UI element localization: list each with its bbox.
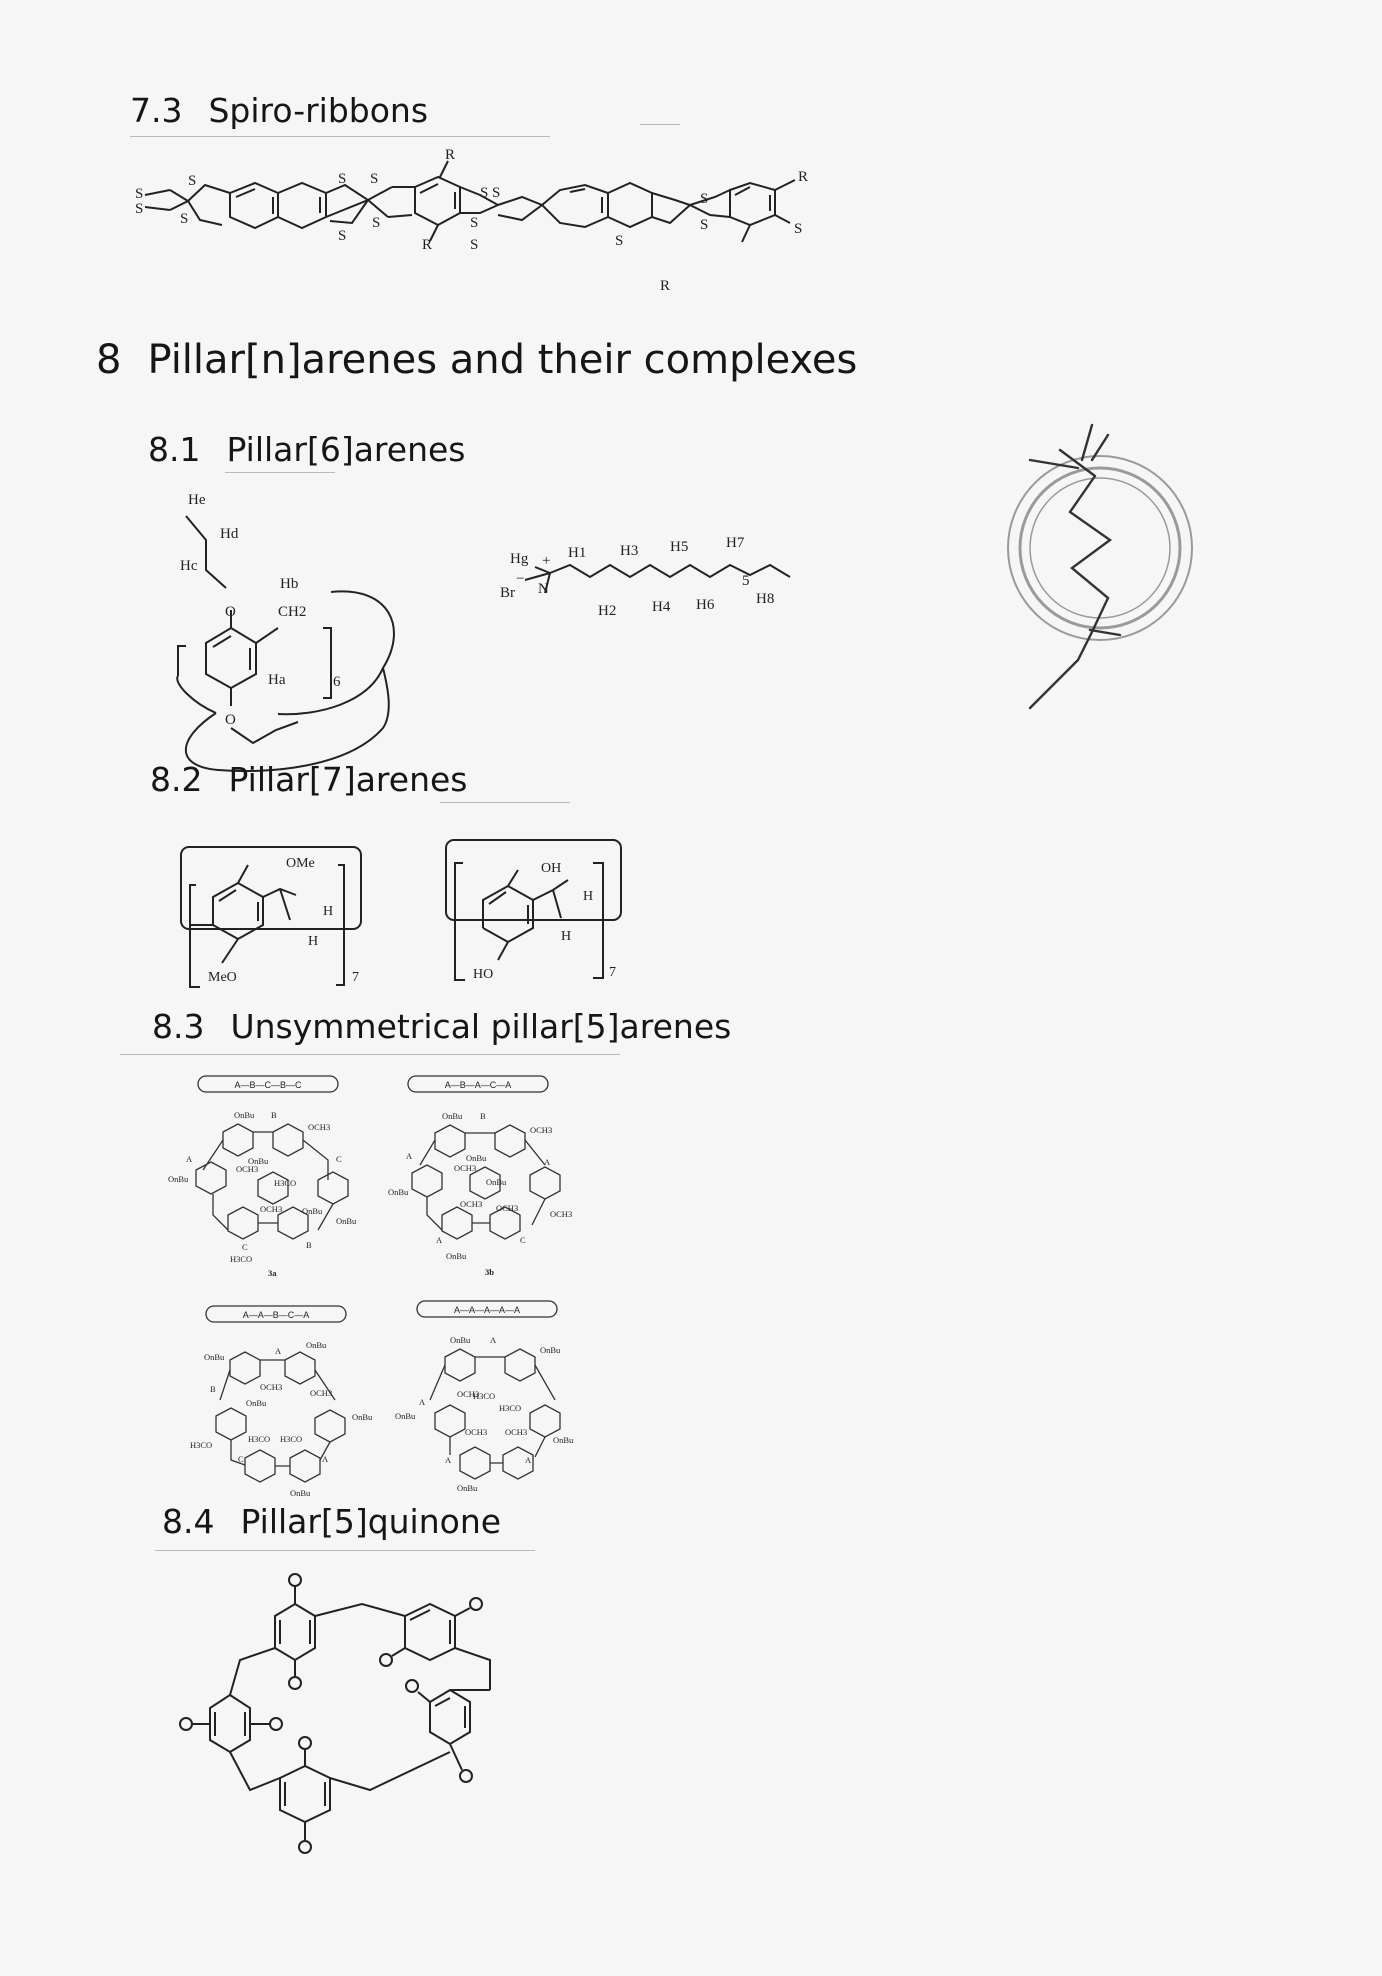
svg-text:OCH3: OCH3 [260,1204,283,1214]
svg-text:OMe: OMe [286,856,315,871]
svg-text:A: A [186,1154,193,1164]
svg-text:H3CO: H3CO [248,1434,271,1444]
svg-text:−: − [516,571,525,587]
svg-text:OCH3: OCH3 [530,1125,553,1135]
svg-text:S: S [615,233,624,249]
svg-text:H3: H3 [620,543,639,559]
svg-text:H: H [308,934,319,949]
svg-text:H3CO: H3CO [190,1440,213,1450]
svg-text:H1: H1 [568,545,587,561]
svg-text:R: R [798,169,809,185]
svg-text:H8: H8 [756,591,775,607]
svg-text:A: A [436,1235,443,1245]
pillar5arene-3c-structure [180,1300,390,1500]
svg-text:C: C [238,1454,244,1464]
svg-text:S: S [470,215,479,231]
svg-text:S: S [135,201,144,217]
svg-text:B: B [210,1384,216,1394]
svg-text:Br: Br [500,585,515,601]
svg-text:OnBu: OnBu [290,1488,311,1498]
svg-text:C: C [242,1242,248,1252]
svg-text:S: S [794,221,803,237]
svg-text:S: S [338,228,347,244]
divider [640,124,680,125]
svg-text:H: H [323,904,334,919]
section-heading-7-3: 7.3 Spiro-ribbons [130,91,429,130]
svg-text:S: S [338,171,347,187]
pillar5arene-3d-structure [395,1295,605,1495]
svg-text:CH2: CH2 [278,604,307,620]
svg-text:OCH3: OCH3 [465,1427,488,1437]
svg-text:OnBu: OnBu [457,1483,478,1493]
svg-text:A—A—B—C—A: A—A—B—C—A [242,1310,310,1320]
pillar5arene-3b-structure [390,1065,600,1275]
svg-text:He: He [188,492,206,508]
svg-text:O: O [225,604,236,620]
svg-text:OCH3: OCH3 [260,1382,283,1392]
svg-text:OnBu: OnBu [302,1206,323,1216]
svg-text:S: S [188,173,197,189]
svg-text:S: S [135,186,144,202]
svg-text:A: A [406,1151,413,1161]
svg-text:5: 5 [742,573,750,589]
svg-text:S: S [700,191,709,207]
svg-text:Hc: Hc [180,558,198,574]
svg-text:S: S [700,217,709,233]
svg-text:H6: H6 [696,597,715,613]
divider [440,802,570,803]
svg-text:B: B [480,1111,486,1121]
pillar5arene-3a-structure [168,1070,378,1280]
svg-text:H: H [583,889,594,904]
svg-text:OnBu: OnBu [246,1398,267,1408]
svg-text:A: A [490,1335,497,1345]
svg-text:H5: H5 [670,539,689,555]
svg-text:S: S [372,215,381,231]
svg-text:B: B [306,1240,312,1250]
svg-text:OnBu: OnBu [450,1335,471,1345]
svg-text:H7: H7 [726,535,745,551]
section-heading-8-4: 8.4 Pillar[5]quinone [162,1502,502,1541]
svg-text:R: R [445,147,456,163]
divider [225,472,335,473]
svg-text:S: S [370,171,379,187]
section-heading-8-2: 8.2 Pillar[7]arenes [150,760,468,799]
svg-text:OnBu: OnBu [553,1435,574,1445]
svg-text:+: + [542,553,551,569]
spiro-ribbon-structure [130,145,890,295]
svg-text:OH: OH [541,861,562,876]
pillar5quinone-structure [180,1560,530,1860]
pillar7arene-hydroxy-structure [443,838,673,988]
svg-text:OnBu: OnBu [540,1345,561,1355]
pillar7arene-methoxy-structure [178,845,408,995]
svg-text:OCH3: OCH3 [310,1388,333,1398]
svg-text:A: A [525,1455,532,1465]
svg-text:OnBu: OnBu [336,1216,357,1226]
svg-text:OnBu: OnBu [352,1412,373,1422]
svg-text:OnBu: OnBu [248,1156,269,1166]
svg-text:A—A—A—A—A: A—A—A—A—A [453,1305,521,1315]
svg-text:HO: HO [473,967,494,982]
host-guest-complex-sketch [1000,420,1200,720]
svg-text:3a: 3a [268,1268,277,1278]
svg-text:A: A [445,1455,452,1465]
svg-text:H: H [561,929,572,944]
section-heading-8-1: 8.1 Pillar[6]arenes [148,430,466,469]
svg-text:OnBu: OnBu [306,1340,327,1350]
svg-text:O: O [225,712,236,728]
svg-text:OnBu: OnBu [234,1110,255,1120]
divider [120,1054,620,1055]
svg-text:6: 6 [333,674,341,690]
svg-text:OCH3: OCH3 [454,1163,477,1173]
svg-text:S: S [470,237,479,253]
svg-text:A: A [275,1346,282,1356]
section-heading-8-3: 8.3 Unsymmetrical pillar[5]arenes [152,1007,732,1046]
svg-text:OnBu: OnBu [466,1153,487,1163]
svg-text:C: C [336,1154,342,1164]
svg-text:A: A [419,1397,426,1407]
svg-text:A: A [322,1454,329,1464]
svg-text:OCH3: OCH3 [505,1427,528,1437]
svg-text:S: S [492,185,501,201]
svg-text:OCH3: OCH3 [496,1203,519,1213]
svg-text:OnBu: OnBu [446,1251,467,1261]
svg-text:H3CO: H3CO [274,1178,297,1188]
svg-text:OnBu: OnBu [395,1411,416,1421]
svg-text:H3CO: H3CO [230,1254,253,1264]
chapter-heading-8: 8 Pillar[n]arenes and their complexes [96,337,858,383]
svg-text:H3CO: H3CO [280,1434,303,1444]
ammonium-guest-structure [490,525,790,635]
svg-text:OCH3: OCH3 [236,1164,259,1174]
svg-text:S: S [180,211,189,227]
svg-text:OCH3: OCH3 [457,1389,480,1399]
svg-text:Hd: Hd [220,526,239,542]
svg-text:Hg: Hg [510,551,529,567]
svg-text:OnBu: OnBu [204,1352,225,1362]
svg-text:Ha: Ha [268,672,286,688]
svg-text:C: C [520,1235,526,1245]
svg-text:3b: 3b [485,1267,494,1277]
svg-text:H3CO: H3CO [499,1403,522,1413]
svg-text:R: R [422,237,433,253]
svg-text:OnBu: OnBu [486,1177,507,1187]
svg-text:H3CO: H3CO [473,1391,496,1401]
svg-text:OnBu: OnBu [442,1111,463,1121]
svg-text:N: N [538,581,549,597]
svg-text:OnBu: OnBu [168,1174,189,1184]
svg-text:MeO: MeO [208,970,237,985]
pillar6arene-monomer-structure [168,488,408,758]
svg-text:OCH3: OCH3 [460,1199,483,1209]
svg-text:A: A [544,1157,551,1167]
svg-text:OCH3: OCH3 [308,1122,331,1132]
svg-text:R: R [660,278,671,294]
svg-text:OnBu: OnBu [388,1187,409,1197]
svg-text:H2: H2 [598,603,617,619]
divider [130,136,550,137]
svg-text:OCH3: OCH3 [550,1209,573,1219]
svg-text:A—B—A—C—A: A—B—A—C—A [444,1080,512,1090]
svg-text:7: 7 [352,970,359,985]
svg-text:Hb: Hb [280,576,299,592]
divider [155,1550,535,1551]
svg-text:B: B [271,1110,277,1120]
svg-text:H4: H4 [652,599,671,615]
svg-text:S: S [480,185,489,201]
svg-text:A—B—C—B—C: A—B—C—B—C [234,1080,302,1090]
svg-text:7: 7 [609,965,616,980]
